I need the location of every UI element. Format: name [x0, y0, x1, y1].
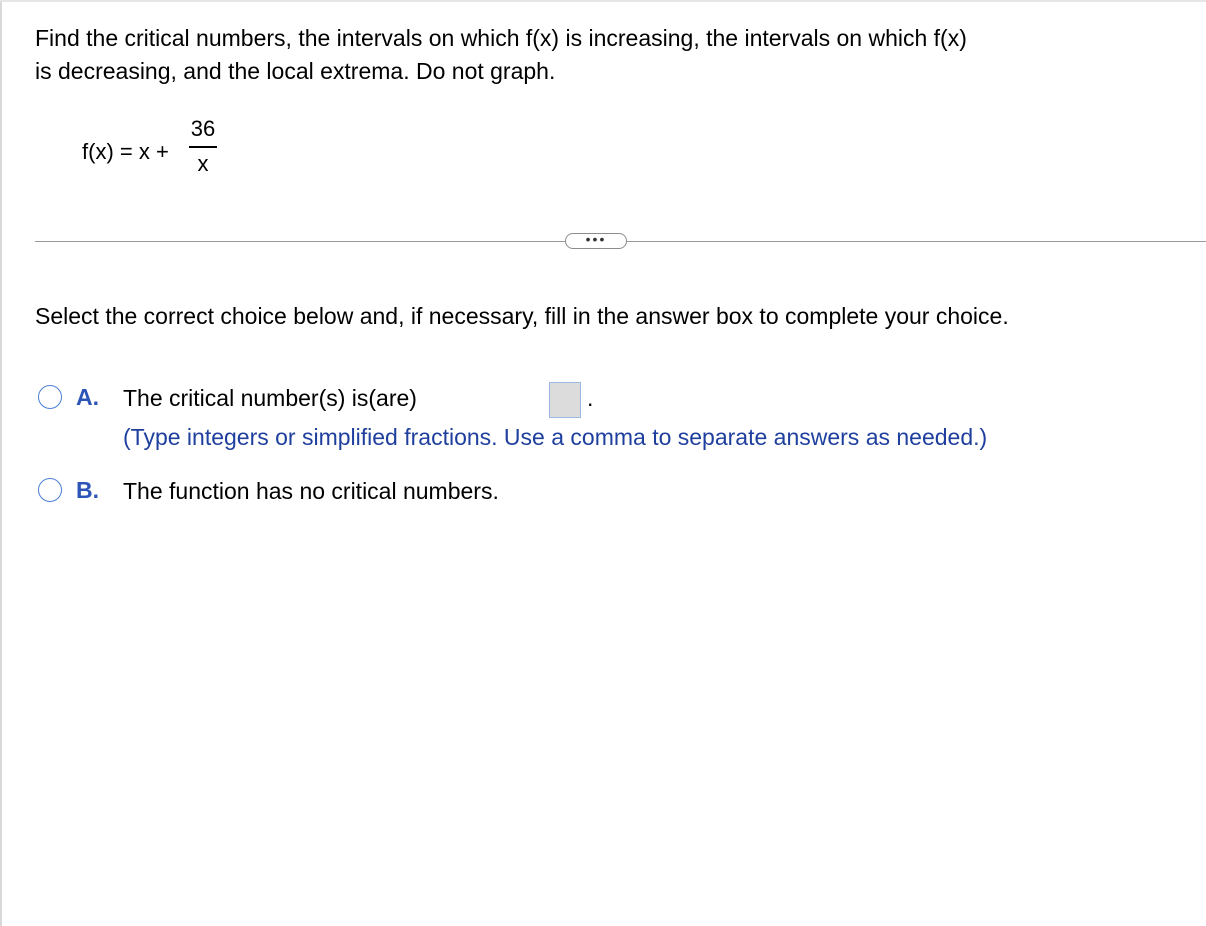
- choice-a-text: [123, 382, 594, 414]
- choice-b-text: The function has no critical numbers.: [123, 478, 499, 504]
- choice-a-hint: (Type integers or simplified fractions. Use a comma to separate answers as needed.): [123, 424, 988, 450]
- question-line-2: is decreasing, and the local extrema. Do not graph.: [35, 58, 556, 84]
- top-border: [0, 0, 1206, 2]
- choice-a-label: The critical number(s) is(are): [123, 385, 417, 411]
- choice-a-letter: A.: [76, 384, 99, 410]
- expand-more-button[interactable]: [565, 230, 627, 249]
- choice-b-letter: B.: [76, 477, 99, 503]
- formula-fraction: [185, 114, 221, 177]
- fraction-numerator: 36: [190, 116, 216, 141]
- formula-lhs: f(x) = x +: [82, 139, 169, 164]
- question-prompt: [35, 22, 1155, 88]
- choice-a-radio[interactable]: [38, 385, 62, 409]
- critical-numbers-answer-box[interactable]: [549, 382, 581, 418]
- instruction-text: Select the correct choice below and, if necessary, fill in the answer box to complete your choice.: [35, 303, 1009, 329]
- fraction-denominator: x: [197, 150, 209, 176]
- left-border: [0, 0, 2, 926]
- question-line-1: Find the critical numbers, the intervals on which f(x) is increasing, the intervals on which f(x): [35, 25, 967, 51]
- choice-a-period: .: [587, 385, 594, 411]
- more-dots-icon: •••: [585, 230, 607, 247]
- fraction-bar: [189, 146, 217, 148]
- choice-b-radio[interactable]: [38, 478, 62, 502]
